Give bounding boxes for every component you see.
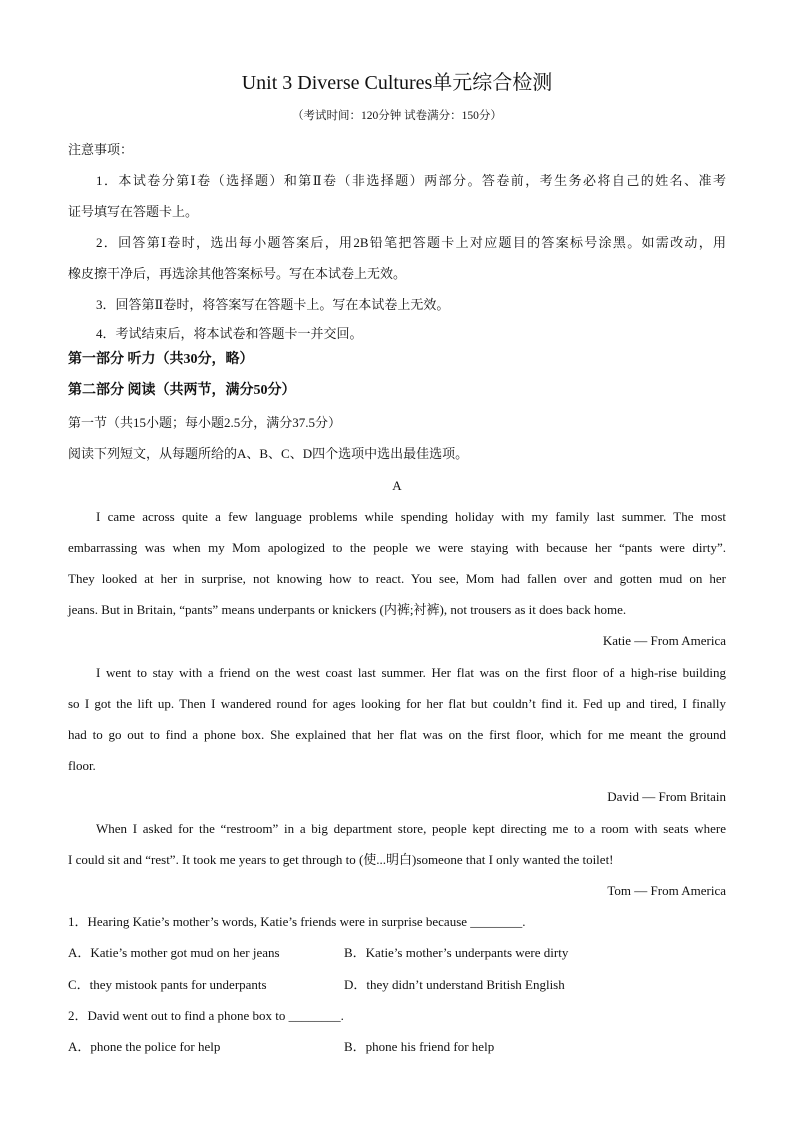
passage-label: A — [392, 478, 402, 493]
question-1-option-c: C．they mistook pants for underpants — [68, 977, 267, 992]
passage-p1-line-1: I came across quite a few language problems while spending holiday with my family last summer. The most — [96, 509, 726, 524]
notes-heading: 注意事项： — [68, 142, 134, 157]
passage-author-2: David — From Britain — [607, 789, 726, 804]
note-1-line-1: 1．本试卷分第Ⅰ卷（选择题）和第Ⅱ卷（非选择题）两部分。答卷前，考生务必将自己的姓名、准考 — [96, 173, 726, 188]
passage-p1-line-4: jeans. But in Britain, “pants” means underpants or knickers (内裤;衬裤), not trousers as it does back home. — [68, 602, 627, 617]
passage-p3-line-1: When I asked for the “restroom” in a big department store, people kept directing me to a room with seats where — [96, 821, 726, 836]
note-1-line-2: 证号填写在答题卡上。 — [68, 204, 199, 219]
note-3: 3．回答第Ⅱ卷时，将答案写在答题卡上。写在本试卷上无效。 — [96, 297, 450, 312]
reading-instruction: 阅读下列短文，从每题所给的A、B、C、D四个选项中选出最佳选项。 — [68, 446, 469, 461]
passage-p1-line-3: They looked at her in surprise, not knowing how to react. You see, Mom had fallen over and gotten mud on her — [68, 571, 726, 586]
passage-p1-line-2: embarrassing was when my Mom apologized to the people we were staying with because her “pants were dirty”. — [68, 540, 726, 555]
passage-author-1: Katie — From America — [602, 633, 726, 648]
passage-p3-line-2: I could sit and “rest”. It took me years to get through to (使...明白)someone that I only wanted the toilet! — [68, 852, 614, 867]
part-1-heading: 第一部分 听力（共30分，略） — [68, 352, 254, 367]
passage-author-3: Tom — From America — [607, 883, 726, 898]
page-title: Unit 3 Diverse Cultures单元综合检测 — [241, 72, 553, 94]
passage-p2-line-4: floor. — [68, 758, 96, 773]
passage-p2-line-3: had to go out to find a phone box. She explained that her flat was on the first floor, which for me meant the ground — [68, 727, 726, 742]
question-2-stem: 2．David went out to find a phone box to ________. — [68, 1008, 344, 1023]
question-1-option-a: A．Katie’s mother got mud on her jeans — [68, 945, 280, 960]
question-1-option-b: B．Katie’s mother’s underpants were dirty — [344, 945, 569, 960]
passage-p2-line-2: so I got the lift up. Then I wandered round for ages looking for her flat but couldn’t find it. Fed up and tired, I finally — [68, 696, 726, 711]
question-1-option-d: D．they didn’t understand British English — [344, 977, 565, 992]
note-4: 4．考试结束后，将本试卷和答题卡一并交回。 — [96, 326, 363, 341]
question-1-stem: 1．Hearing Katie’s mother’s words, Katie’s friends were in surprise because ________. — [68, 914, 526, 929]
question-2-option-b: B．phone his friend for help — [344, 1039, 495, 1054]
note-2-line-1: 2．回答第Ⅰ卷时，选出每小题答案后，用2B铅笔把答题卡上对应题目的答案标号涂黑。如需改动，用 — [96, 235, 726, 250]
exam-info: （考试时间：120分钟 试卷满分：150分） — [292, 110, 502, 122]
part-2-heading: 第二部分 阅读（共两节，满分50分） — [68, 383, 296, 398]
passage-p2-line-1: I went to stay with a friend on the west coast last summer. Her flat was on the first floor of a high-rise building — [96, 665, 726, 680]
note-2-line-2: 橡皮擦干净后，再选涂其他答案标号。写在本试卷上无效。 — [68, 266, 407, 281]
section-1-heading: 第一节（共15小题；每小题2.5分，满分37.5分） — [68, 415, 342, 430]
question-2-option-a: A．phone the police for help — [68, 1039, 221, 1054]
